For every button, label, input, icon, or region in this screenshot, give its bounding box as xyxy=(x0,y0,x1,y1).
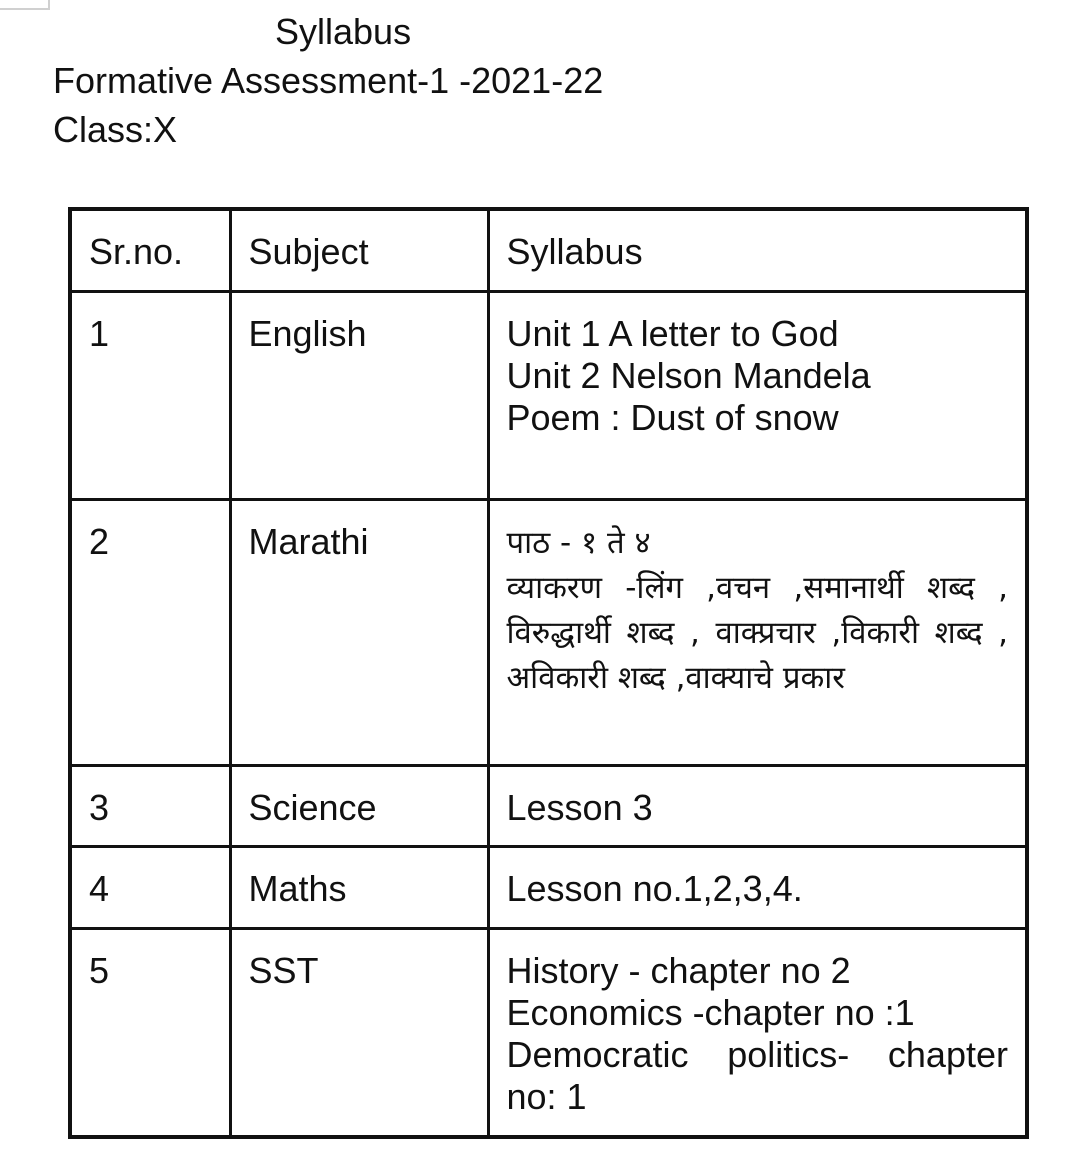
syllabus-table xyxy=(68,207,1029,1139)
subject-cell: Science xyxy=(230,765,488,846)
subject-cell: Marathi xyxy=(230,499,488,765)
column-header-subject: Subject xyxy=(230,209,488,291)
sr-no-cell: 4 xyxy=(70,846,230,928)
document-title: Syllabus xyxy=(275,11,412,52)
syllabus-line: Lesson no.1,2,3,4. xyxy=(506,867,803,909)
subject-cell: English xyxy=(230,291,488,499)
subject-cell: SST xyxy=(230,928,488,1137)
syllabus-line: Unit 2 Nelson Mandela xyxy=(506,354,871,396)
syllabus-line: Lesson 3 xyxy=(506,786,653,828)
column-header-syllabus: Syllabus xyxy=(488,209,1027,291)
sr-no-cell: 1 xyxy=(70,291,230,499)
syllabus-cell xyxy=(488,765,1027,846)
sr-no-cell: 2 xyxy=(70,499,230,765)
page-corner-mark xyxy=(0,0,50,10)
table-row xyxy=(70,291,1027,499)
syllabus-line: Democratic politics- chapter no: 1 xyxy=(506,1033,1008,1117)
subject-cell: Maths xyxy=(230,846,488,928)
syllabus-cell xyxy=(488,499,1027,765)
column-header-sr-no: Sr.no. xyxy=(70,209,230,291)
syllabus-cell xyxy=(488,846,1027,928)
syllabus-cell xyxy=(488,928,1027,1137)
table-header-row xyxy=(70,209,1027,291)
assessment-title: Formative Assessment-1 -2021-22 xyxy=(53,60,604,101)
table-row xyxy=(70,928,1027,1137)
syllabus-line: पाठ - १ ते ४ xyxy=(506,524,651,561)
syllabus-line: Poem : Dust of snow xyxy=(506,396,839,438)
syllabus-line: Unit 1 A letter to God xyxy=(506,312,839,354)
table-row xyxy=(70,765,1027,846)
sr-no-cell: 3 xyxy=(70,765,230,846)
syllabus-cell xyxy=(488,291,1027,499)
syllabus-line: History - chapter no 2 xyxy=(506,949,851,991)
syllabus-line: Economics -chapter no :1 xyxy=(506,991,915,1033)
table-row xyxy=(70,846,1027,928)
syllabus-line: व्याकरण -लिंग ,वचन ,समानार्थी शब्द , विरुद्धार्थी शब्द , वाक्प्रचार ,विकारी शब्द , अविकारी शब्द ,वाक्याचे प्रकार xyxy=(506,569,1008,696)
table-row xyxy=(70,499,1027,765)
class-label: Class:X xyxy=(53,109,178,150)
sr-no-cell: 5 xyxy=(70,928,230,1137)
